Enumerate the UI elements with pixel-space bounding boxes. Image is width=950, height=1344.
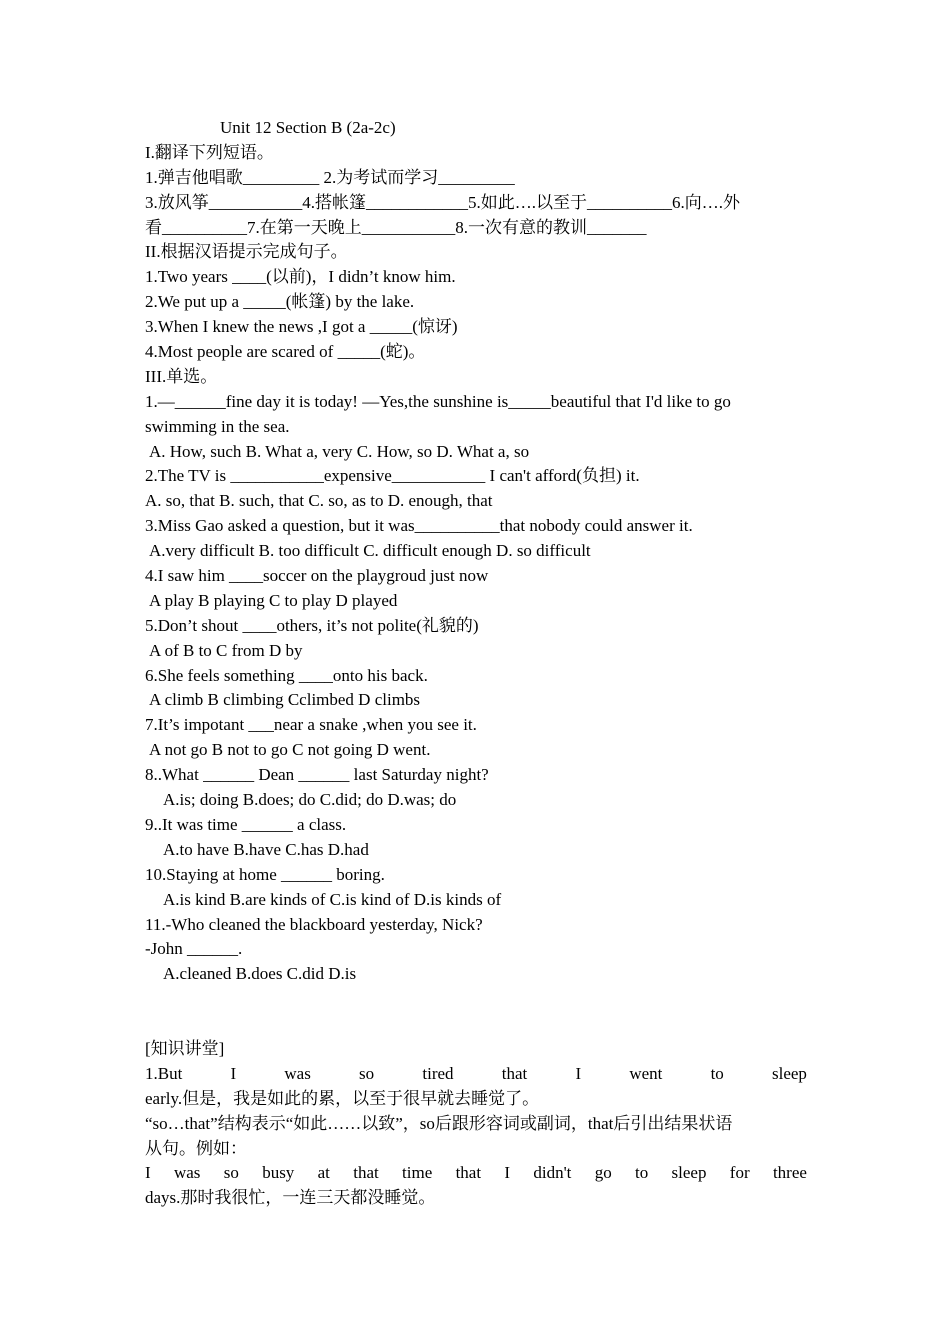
knowledge-example-2	[145, 1161, 807, 1186]
section1-heading: I.翻译下列短语。	[145, 142, 274, 162]
word: busy	[262, 1163, 295, 1183]
section1-line: 3.放风筝___________4.搭帐篷____________5.如此….以至于__________6.向….外	[145, 192, 740, 212]
word: that	[501, 1063, 528, 1083]
word: at	[317, 1163, 330, 1183]
question-9: 9..It was time ______ a class.	[145, 814, 347, 834]
knowledge-explanation: “so…that”结构表示“如此……以致”，so后跟形容词或副词，that后引出结果状语	[145, 1113, 733, 1133]
question-1-continued: swimming in the sea.	[145, 416, 290, 436]
section2-heading: II.根据汉语提示完成句子。	[145, 242, 348, 262]
word: that	[455, 1163, 482, 1183]
question-2: 2.The TV is ___________expensive___________ I can't afford(负担) it.	[145, 466, 640, 486]
question-2-options: A. so, that B. such, that C. so, as to D. enough, that	[145, 491, 493, 511]
worksheet-page	[145, 116, 807, 1211]
word: to	[635, 1163, 649, 1183]
word: sleep	[772, 1063, 807, 1083]
question-5: 5.Don’t shout ____others, it’s not polite(礼貌的)	[145, 615, 479, 635]
word: 1.But	[145, 1063, 183, 1083]
question-4-options: A play B playing C to play D played	[149, 590, 398, 610]
word: didn't	[533, 1163, 572, 1183]
question-11: 11.-Who cleaned the blackboard yesterday, Nick?	[145, 914, 483, 934]
section3-heading: III.单选。	[145, 366, 218, 386]
question-8: 8..What ______ Dean ______ last Saturday night?	[145, 765, 489, 785]
word: tired	[422, 1063, 454, 1083]
word: went	[629, 1063, 663, 1083]
question-10: 10.Staying at home ______ boring.	[145, 864, 385, 884]
question-6-options: A climb B climbing Cclimbed D climbs	[149, 690, 421, 710]
question-4: 4.I saw him ____soccer on the playgroud just now	[145, 566, 489, 586]
word: to	[710, 1063, 724, 1083]
section2-line: 4.Most people are scared of _____(蛇)。	[145, 342, 426, 362]
question-1: 1.—______fine day it is today! —Yes,the sunshine is_____beautiful that I'd like to go	[145, 391, 731, 411]
word: go	[594, 1163, 612, 1183]
question-8-options: A.is; doing B.does; do C.did; do D.was; do	[163, 790, 457, 810]
word: I	[575, 1063, 582, 1083]
word: was	[173, 1163, 201, 1183]
question-9-options: A.to have B.have C.has D.had	[163, 839, 369, 859]
question-3: 3.Miss Gao asked a question, but it was__________that nobody could answer it.	[145, 516, 693, 536]
word: I	[504, 1163, 511, 1183]
section1-line: 看__________7.在第一天晚上___________8.一次有意的教训_______	[145, 217, 647, 237]
word: I	[145, 1163, 151, 1183]
question-10-options: A.is kind B.are kinds of C.is kind of D.is kinds of	[163, 889, 502, 909]
word: sleep	[671, 1163, 707, 1183]
question-7-options: A not go B not to go C not going D went.	[149, 740, 431, 760]
word: was	[284, 1063, 311, 1083]
question-6: 6.She feels something ____onto his back.	[145, 665, 428, 685]
knowledge-heading: [知识讲堂]	[145, 1038, 225, 1058]
word: for	[729, 1163, 750, 1183]
question-7: 7.It’s impotant ___near a snake ,when you see it.	[145, 715, 477, 735]
question-11-reply: -John ______.	[145, 939, 243, 959]
knowledge-example-1-continued: early.但是，我是如此的累，以至于很早就去睡觉了。	[145, 1088, 540, 1108]
spacer	[145, 987, 807, 1037]
section2-line: 3.When I knew the news ,I got a _____(惊讶)	[145, 317, 458, 337]
question-5-options: A of B to C from D by	[149, 640, 303, 660]
knowledge-example-2-continued: days.那时我很忙，一连三天都没睡觉。	[145, 1188, 436, 1208]
question-11-options: A.cleaned B.does C.did D.is	[163, 964, 357, 984]
page-title: Unit 12 Section B (2a-2c)	[220, 118, 396, 137]
word: so	[223, 1163, 239, 1183]
section1-line: 1.弹吉他唱歌_________ 2.为考试而学习_________	[145, 167, 515, 187]
word: I	[230, 1063, 237, 1083]
knowledge-example-1	[145, 1062, 807, 1087]
question-1-options: A. How, such B. What a, very C. How, so D. What a, so	[149, 441, 530, 461]
question-3-options: A.very difficult B. too difficult C. difficult enough D. so difficult	[149, 541, 591, 561]
word: three	[772, 1163, 807, 1183]
section2-line: 1.Two years ____(以前)，I didn’t know him.	[145, 267, 456, 287]
knowledge-explanation-continued: 从句。例如：	[145, 1138, 247, 1158]
word: so	[359, 1063, 375, 1083]
word: time	[402, 1163, 433, 1183]
section2-line: 2.We put up a _____(帐篷) by the lake.	[145, 292, 415, 312]
word: that	[353, 1163, 379, 1183]
